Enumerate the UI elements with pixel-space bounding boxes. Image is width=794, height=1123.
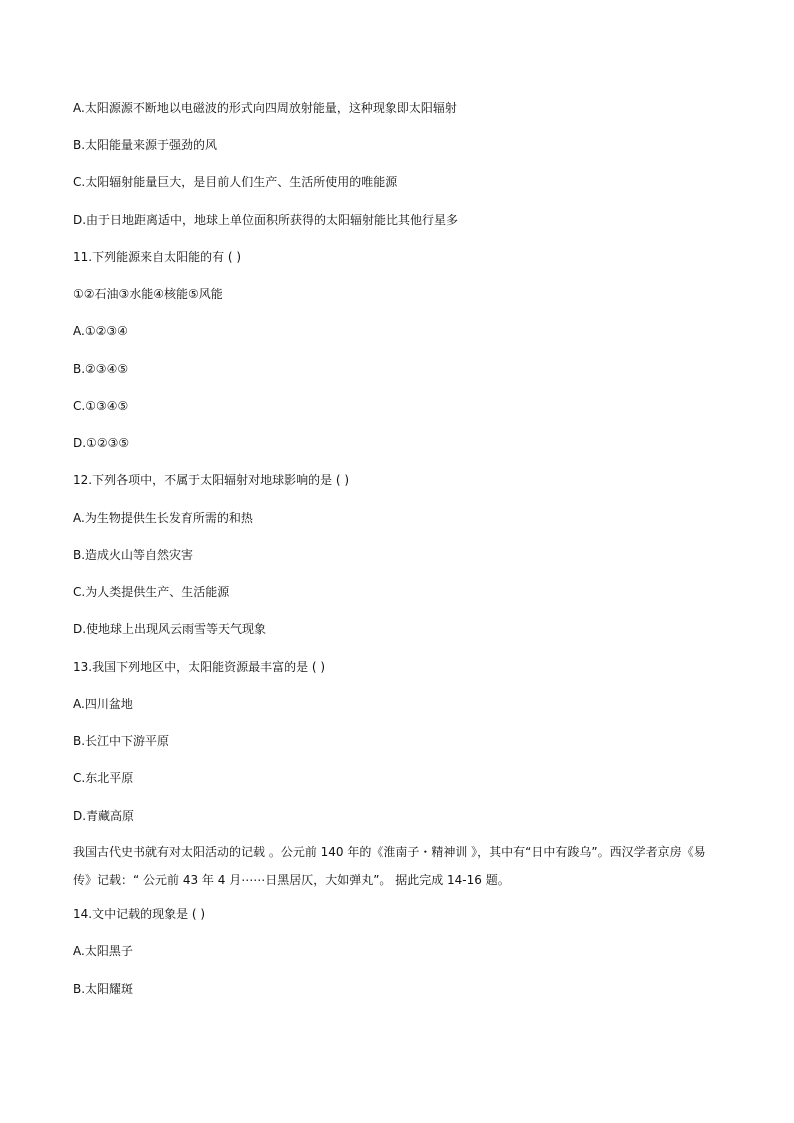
q12-option-d: D.使地球上出现风云雨雪等天气现象	[73, 622, 267, 636]
q14-stem: 14.文中记载的现象是 ( )	[73, 907, 206, 921]
q10-option-b: B.太阳能量来源于强劲的风	[73, 138, 218, 152]
q11-sources: ①②石油③水能④核能⑤风能	[73, 287, 223, 301]
q12-option-c: C.为人类提供生产、生活能源	[73, 585, 230, 599]
q12-option-a: A.为生物提供生长发育所需的和热	[73, 511, 253, 525]
q13-option-b: B.长江中下游平原	[73, 734, 170, 748]
q14-option-b: B.太阳耀斑	[73, 982, 134, 996]
q10-option-d: D.由于日地距离适中，地球上单位面积所获得的太阳辐射能比其他行星多	[73, 213, 459, 227]
q13-stem: 13.我国下列地区中，太阳能资源最丰富的是 ( )	[73, 660, 326, 674]
q13-option-c: C.东北平原	[73, 771, 134, 785]
q10-option-c: C.太阳辐射能量巨大，是目前人们生产、生活所使用的唯能源	[73, 175, 398, 189]
q12-stem: 12.下列各项中，不属于太阳辐射对地球影响的是 ( )	[73, 473, 350, 487]
q13-option-a: A.四川盆地	[73, 697, 133, 711]
q11-option-a: A.①②③④	[73, 324, 128, 338]
q12-option-b: B.造成火山等自然灾害	[73, 548, 194, 562]
q11-option-b: B.②③④⑤	[73, 362, 129, 376]
q11-option-c: C.①③④⑤	[73, 399, 129, 413]
q13-option-d: D.青藏高原	[73, 809, 135, 823]
q11-option-d: D.①②③⑤	[73, 436, 130, 450]
reading-passage: 我国古代史书就有对太阳活动的记载 。公元前 140 年的《淮南子・精神训 》，其中有“日中有踆乌”。西汉学者京房《易传》记载：“ 公元前 43 年 4 月⋯⋯日黑居仄，大如弹丸”。 据此完成 14-16 题。	[73, 845, 706, 887]
q10-option-a: A.太阳源源不断地以电磁波的形式向四周放射能量，这种现象即太阳辐射	[73, 101, 457, 115]
q11-stem: 11.下列能源来自太阳能的有 ( )	[73, 250, 242, 264]
q14-option-a: A.太阳黑子	[73, 944, 133, 958]
